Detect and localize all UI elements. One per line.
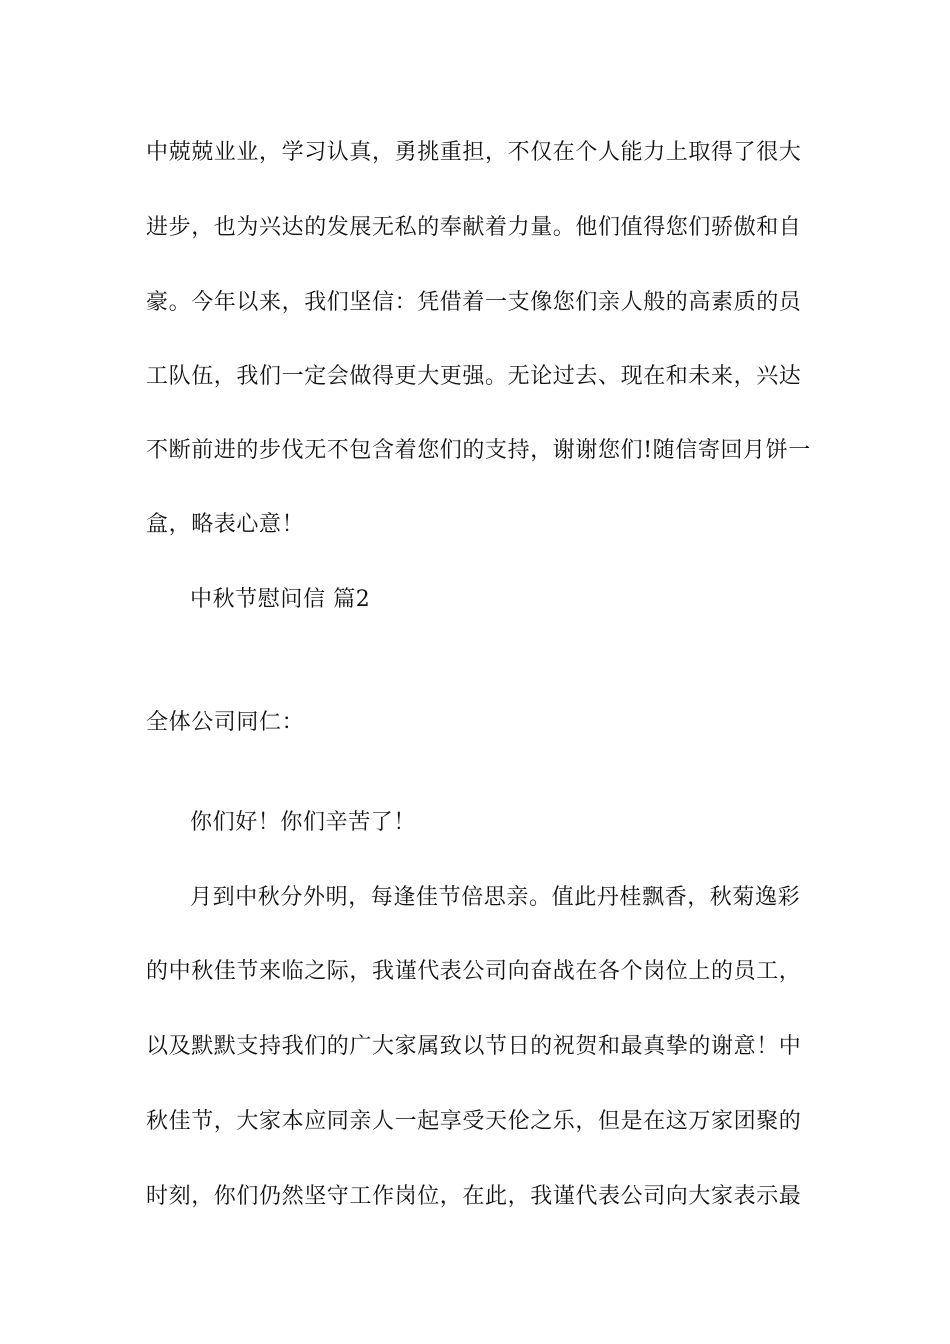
- greeting: 你们好！你们辛苦了！: [190, 810, 417, 835]
- body-line: 秋佳节，大家本应同亲人一起享受天伦之乐，但是在这万家团聚的: [146, 1109, 802, 1134]
- paragraph-line: 中兢兢业业，学习认真，勇挑重担，不仅在个人能力上取得了很大: [146, 140, 802, 165]
- paragraph-line: 工队伍，我们一定会做得更大更强。无论过去、现在和未来，兴达: [146, 364, 802, 389]
- section-title: 中秋节慰问信 篇2: [190, 587, 371, 612]
- paragraph-line: 豪。今年以来，我们坚信：凭借着一支像您们亲人般的高素质的员: [146, 290, 802, 315]
- body-line: 以及默默支持我们的广大家属致以节日的祝贺和最真挚的谢意！中: [146, 1034, 802, 1059]
- body-line: 月到中秋分外明，每逢佳节倍思亲。值此丹桂飘香，秋菊逸彩: [190, 885, 801, 910]
- body-line: 时刻，你们仍然坚守工作岗位，在此，我谨代表公司向大家表示最: [146, 1184, 802, 1209]
- paragraph-line: 盒，略表心意！: [146, 512, 305, 537]
- paragraph-line: 不断前进的步伐无不包含着您们的支持，谢谢您们!随信寄回月饼一: [146, 438, 811, 463]
- body-line: 的中秋佳节来临之际，我谨代表公司向奋战在各个岗位上的员工，: [146, 959, 802, 984]
- paragraph-line: 进步，也为兴达的发展无私的奉献着力量。他们值得您们骄傲和自: [146, 215, 802, 240]
- salutation: 全体公司同仁：: [146, 710, 305, 735]
